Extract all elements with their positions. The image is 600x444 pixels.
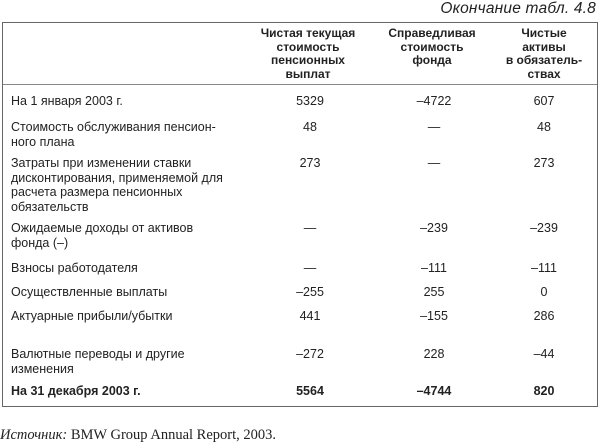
cell-pension-obligations: 273 (299, 156, 321, 170)
row-label-line: Затраты при изменении ставки (11, 156, 192, 170)
column-header-pension-obligations (243, 27, 373, 81)
row-label (11, 309, 241, 324)
cell-net-liabilities: –239 (530, 221, 558, 235)
row-label-line: На 1 января 2003 г. (11, 94, 123, 108)
table-caption: Окончание табл. 4.8 (440, 0, 596, 17)
header-line: ствах (527, 66, 561, 81)
row-label-line: изменения (11, 361, 74, 376)
row-label-line: Актуарные прибыли/убытки (11, 309, 173, 323)
header-line: стоимость (400, 39, 464, 54)
row-label-line: Стоимость обслуживания пенсион- (11, 120, 216, 134)
cell-pension-obligations: –255 (296, 285, 324, 299)
cell-pension-obligations: 441 (299, 309, 321, 323)
header-divider (3, 84, 597, 85)
cell-net-liabilities: 0 (540, 285, 548, 299)
row-label-line: Осуществленные выплаты (11, 285, 168, 299)
row-label (11, 285, 241, 300)
row-label (11, 156, 241, 214)
row-label-line: фонда (–) (11, 235, 69, 250)
header-line: активы (522, 39, 566, 54)
row-label-line: обязательств (11, 199, 89, 214)
cell-net-liabilities: –111 (531, 261, 557, 275)
row-label-line: ного плана (11, 134, 75, 149)
row-label-line: Валютные переводы и другие (11, 347, 185, 361)
row-label-line: Взносы работодателя (11, 261, 138, 275)
cell-pension-obligations: — (303, 261, 317, 275)
cell-fund-value: — (427, 120, 441, 134)
header-line: стоимость (276, 39, 340, 54)
cell-fund-value: –239 (420, 221, 448, 235)
row-label (11, 221, 241, 250)
source-note (0, 427, 276, 444)
row-label-line: дисконтирования, применяемой для (11, 170, 223, 185)
cell-fund-value: –155 (420, 309, 448, 323)
column-header-fund-fair-value (371, 27, 493, 68)
row-label (11, 347, 241, 376)
cell-fund-value: — (427, 156, 441, 170)
cell-fund-value: –4744 (416, 384, 452, 398)
header-line: Чистая текущая (260, 26, 356, 40)
cell-fund-value: 255 (423, 285, 445, 299)
cell-fund-value: –4722 (416, 94, 452, 108)
cell-net-liabilities: 48 (537, 120, 551, 134)
cell-pension-obligations: — (303, 221, 317, 235)
header-line: Чистые (521, 26, 567, 40)
source-text: BMW Group Annual Report, 2003. (67, 427, 276, 443)
row-label-line: На 31 декабря 2003 г. (11, 384, 141, 398)
row-label (11, 94, 241, 109)
header-line: пенсионных (271, 53, 345, 67)
cell-net-liabilities: 273 (533, 156, 555, 170)
source-prefix: Источник: (0, 427, 68, 443)
cell-pension-obligations: 5329 (296, 94, 324, 108)
header-line: фонда (412, 53, 452, 67)
cell-net-liabilities: –44 (533, 347, 555, 361)
row-label (11, 384, 241, 399)
row-label (11, 120, 241, 149)
row-label-line: Ожидаемые доходы от активов (11, 221, 194, 235)
header-line: в обязатель- (505, 53, 583, 67)
row-label-line: расчета размера пенсионных (11, 185, 183, 199)
cell-net-liabilities: 607 (533, 94, 555, 108)
header-line: выплат (285, 66, 331, 81)
cell-net-liabilities: 286 (533, 309, 555, 323)
column-header-net-liabilities (489, 27, 599, 81)
cell-fund-value: –111 (421, 261, 447, 275)
header-line: Справедливая (388, 26, 476, 40)
cell-pension-obligations: 5564 (296, 384, 324, 398)
cell-fund-value: 228 (423, 347, 445, 361)
data-table (2, 22, 598, 407)
cell-pension-obligations: –272 (296, 347, 324, 361)
cell-pension-obligations: 48 (303, 120, 317, 134)
cell-net-liabilities: 820 (533, 384, 555, 398)
row-label (11, 261, 241, 276)
